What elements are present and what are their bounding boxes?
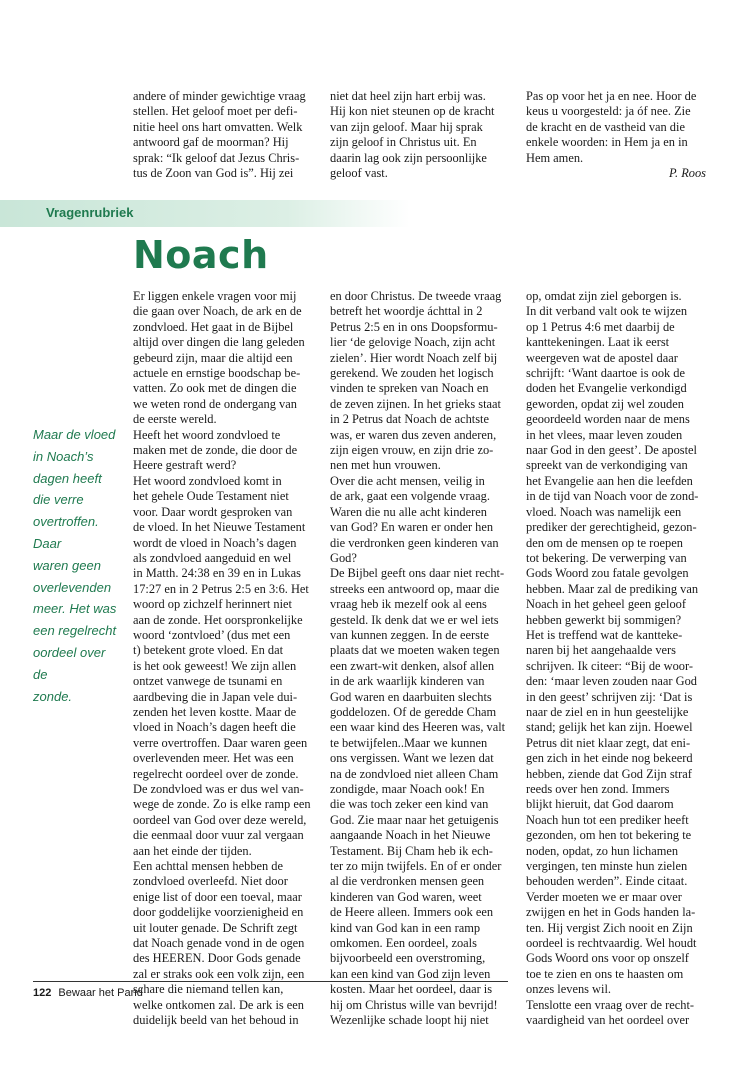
article-column-1 [133, 289, 318, 1029]
section-banner [0, 200, 410, 227]
author-signature: P. Roos [669, 166, 706, 181]
top-column-1 [133, 89, 318, 181]
top-column-1-text: andere of minder gewichtige vraag stellen. Het geloof moet per defi- nitie heel ons hart omvatten. Welk antwoord gaf de moorman? Hij sprak: “Ik geloof dat Jezus Chris- tus de Zoon van God is”. Hij zei [133, 89, 306, 181]
magazine-name: Bewaar het Pand [58, 987, 143, 999]
article-column-2-text: en door Christus. De tweede vraag betreft het woordje áchttal in 2 Petrus 2:5 en in ons Doopsformu- lier ‘de gelovige Noach, zijn acht zielen’. Hier wordt Noach zelf bij gerekend. We zouden het logisch vinden te spreken van Noach en de zeven zijnen. In het grieks staat in 2 Petrus dat Noach de achtste was, er waren dus zeven anderen, zijn eigen vrouw, en zijn drie zo- nen met hun vrouwen. Over die acht mensen, veilig in de ark, gaat een volgende vraag. Waren die nu alle acht kinderen van God? En waren er onder hen die verdronken geen kinderen van God? De Bijbel geeft ons daar niet recht- streeks een antwoord op, maar die vraag heb ik mezelf ook al eens gesteld. Ik denk dat we er wel iets van kunnen zeggen. In de eerste plaats dat we moeten waken tegen een zwart-wit denken, alsof allen in de ark waarlijk kinderen van God waren en daarbuiten slechts goddelozen. Of de geredde Cham een waar kind des Heeren was, valt te betwijfelen..Maar we kunnen ons vergissen. Want we lezen dat na de zondvloed niet alleen Cham zondigde, maar Noach ook! En die was toch zeker een kind van God. Zie maar naar het getuigenis aangaande Noach in het Nieuwe Testament. Bij Cham heb ik ech- ter zo mijn twijfels. En of er onder al die verdronken mensen geen kinderen van God waren, weet de Heere alleen. Immers ook een kind van God kan in een ramp omkomen. Een oordeel, zoals bijvoorbeeld een overstroming, kan een kind van God zijn leven kosten. Maar het oordeel, daar is hij om Christus wille van bevrijd! Wezenlijke schade loopt hij niet [330, 289, 506, 1028]
page-footer [33, 987, 143, 999]
article-column-1-text: Er liggen enkele vragen voor mij die gaan over Noach, de ark en de zondvloed. Het gaat in de Bijbel altijd over dingen die lang geleden gebeurd zijn, maar die altijd een actuele en ernstige boodschap be- vatten. Zo ook met de dingen die we weten rond de ondergang van de eerste wereld. Heeft het woord zondvloed te maken met de zonde, die door de Heere gestraft werd? Het woord zondvloed komt in het gehele Oude Testament niet voor. Daar wordt gesproken van de vloed. In het Nieuwe Testament wordt de vloed in Noach’s dagen als zondvloed aangeduid en wel in Matth. 24:38 en 39 en in Lukas 17:27 en in 2 Petrus 2:5 en 3:6. Het woord op zichzelf herinnert niet aan de zonde. Het oorspronkelijke woord ‘zontvloed’ (dus met een t) betekent grote vloed. En dat is het ook geweest! We zijn allen ontzet vanwege de tsunami en aardbeving die in Japan vele dui- zenden het leven kostte. Maar de vloed in Noach’s dagen heeft die verre overtroffen. Daar waren geen overlevenden meer. Het was een regelrecht oordeel over de zonde. De zondvloed was er dus wel van- wege de zonde. Zo is elke ramp een oordeel van God over deze wereld, die eenmaal door vuur zal vergaan aan het einde der tijden. Een achttal mensen hebben de zondvloed overleefd. Niet door enige list of door een toeval, maar door goddelijke voorzienigheid en uit louter genade. De Schrift zegt dat Noach genade vond in de ogen des HEEREN. Door Gods genade zal er straks ook een volk zijn, een schare die niemand tellen kan, welke ontkomen zal. De ark is een duidelijk beeld van het behoud in [133, 289, 311, 1028]
article-column-3 [526, 289, 711, 1029]
pull-quote: Maar de vloed in Noach’s dagen heeft die verre overtroffen. Daar waren geen overlevenden meer. Het was een regelrecht oordeel over de zonde. [33, 427, 117, 704]
section-label: Vragenrubriek [46, 205, 134, 220]
top-column-2 [330, 89, 515, 181]
page-number: 122 [33, 987, 52, 999]
article-column-2 [330, 289, 515, 1029]
top-column-3 [526, 89, 706, 181]
article-title: Noach [133, 233, 269, 277]
top-column-2-text: niet dat heel zijn hart erbij was. Hij kon niet steunen op de kracht van zijn geloof. Maar hij sprak zijn geloof in Christus uit. En daarin lag ook zijn persoonlijke geloof vast. [330, 89, 495, 181]
article-column-3-text: op, omdat zijn ziel geborgen is. In dit verband valt ook te wijzen op 1 Petrus 4:6 met daarbij de kanttekeningen. Laat ik eerst weergeven wat de apostel daar schrijft: ‘Want daartoe is ook de doden het Evangelie verkondigd geworden, opdat zij wel zouden geoordeeld worden naar de mens in het vlees, maar leven zouden naar God in den geest’. De apostel spreekt van de verkondiging van het Evangelie aan hen die leefden in de tijd van Noach voor de zond- vloed. Noach was namelijk een prediker der gerechtigheid, gezon- den om de mensen op te roepen tot bekering. De verwerping van Gods Woord zou fatale gevolgen hebben. Maar zal de prediking van Noach in het geheel geen geloof hebben gewerkt bij sommigen? Het is treffend wat de kantteke- naren bij het aangehaalde vers schrijven. Ik citeer: “Bij de woor- den: ‘maar leven zouden naar God in den geest’ schrijven zij: ‘Dat is naar de ziel en in hun geestelijke stand; gelijk het kan zijn. Hoewel Petrus dit niet klaar zegt, dat eni- gen zich in het einde nog bekeerd hebben, ziende dat God Zijn straf reeds over hen zond. Immers blijkt hieruit, dat God daarom Noach hun tot een prediker heeft gezonden, om hen tot bekering te noden, opdat, zo hun lichamen vergingen, ten minste hun zielen behouden werden”. Einde citaat. Verder moeten we er maar over zwijgen en het in Gods handen la- ten. Hij vergist Zich nooit en Zijn oordeel is rechtvaardig. Wel houdt Gods Woord ons voor op onszelf toe te zien en ons te haasten om onzes levens wil. Tenslotte een vraag over de recht- vaardigheid van het oordeel over [526, 289, 699, 1028]
top-column-3-text: Pas op voor het ja en nee. Hoor de keus u voorgesteld: ja óf nee. Zie de kracht en de vastheid van die enkele woorden: in Hem ja en in Hem amen. [526, 89, 697, 165]
footer-rule [33, 981, 508, 982]
